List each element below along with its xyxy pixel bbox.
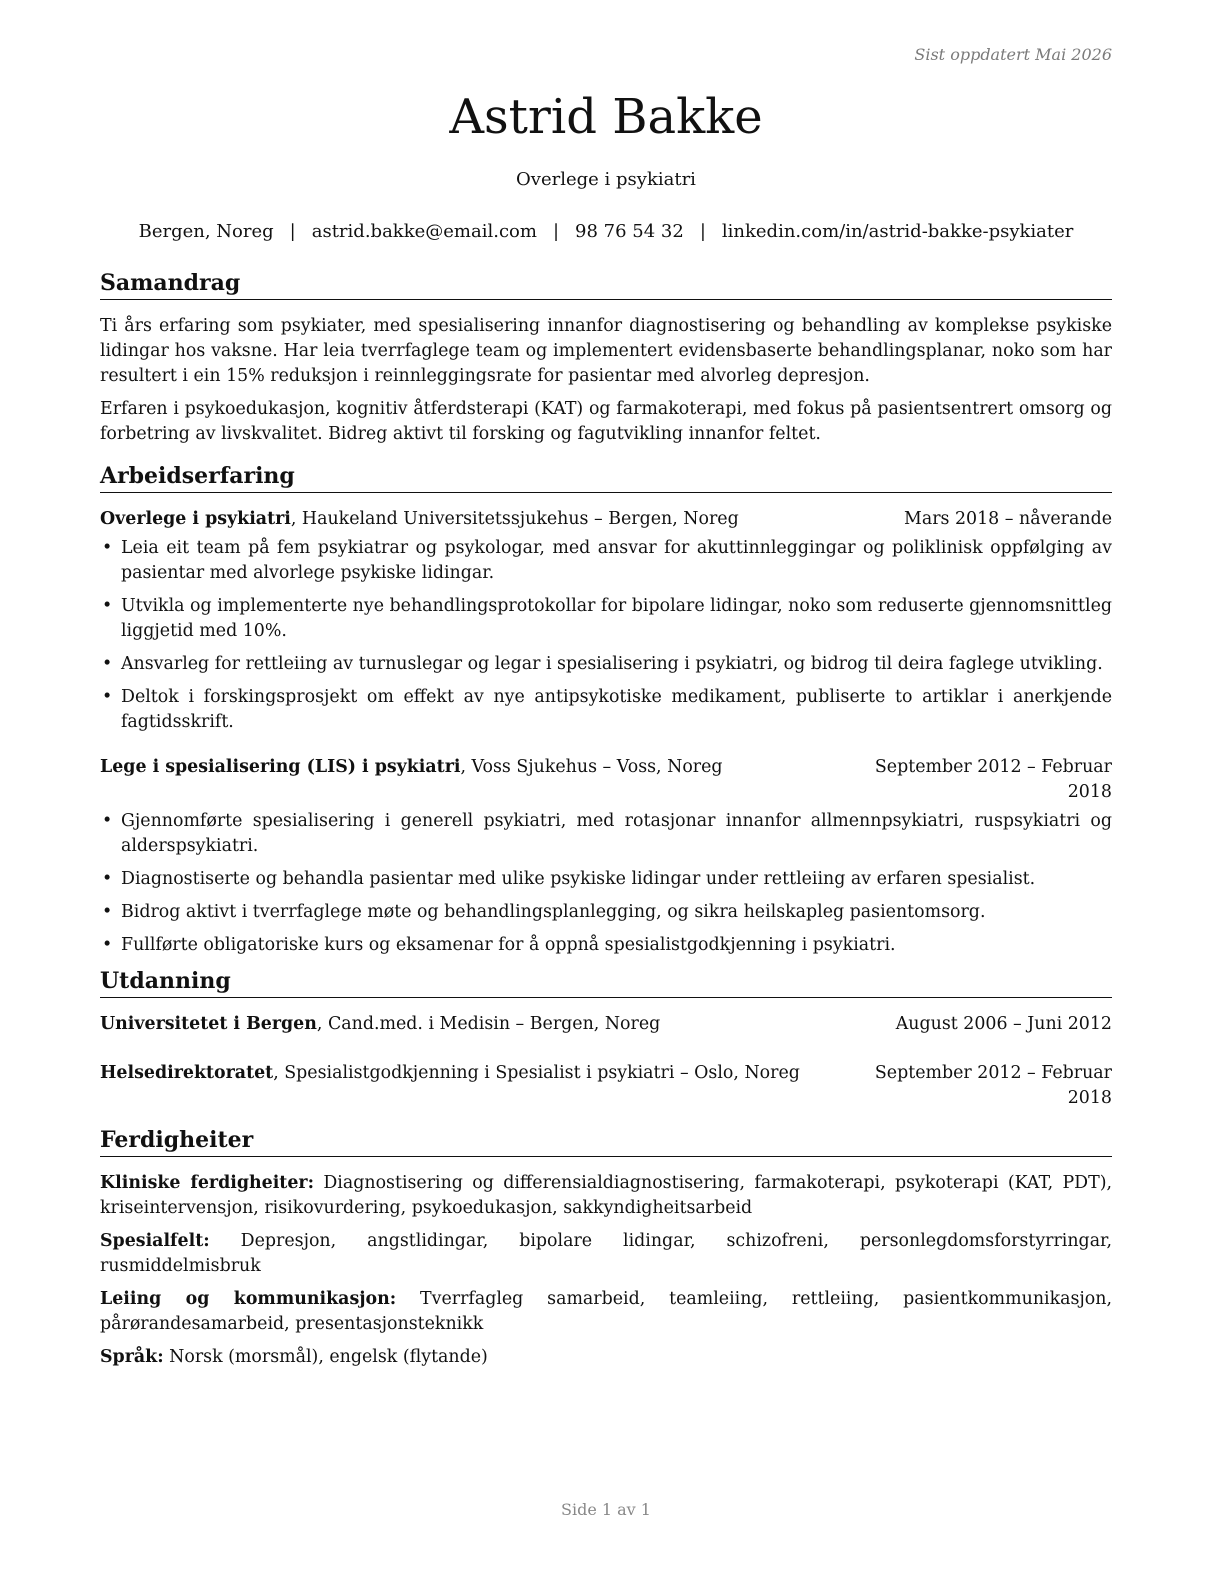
job-role: Overlege i psykiatri — [100, 509, 291, 529]
skills-section — [100, 1125, 1112, 1370]
education-institution: Helsedirektoratet — [100, 1063, 274, 1083]
skill-text: Tverrfagleg samarbeid, teamleiing, rettleiing, pasientkommunikasjon, pårørandesamarbeid, presentasjonsteknikk — [100, 1289, 1112, 1334]
section-heading-skills: Ferdigheiter — [100, 1125, 1112, 1157]
last-updated: Sist oppdatert Mai 2026 — [914, 45, 1112, 64]
skill-label: Leiing og kommunikasjon: — [100, 1289, 397, 1309]
contact-location: Bergen, Noreg — [138, 221, 274, 242]
section-heading-experience: Arbeidserfaring — [100, 461, 1112, 493]
education-entry — [100, 1061, 1112, 1111]
job-place: , Haukeland Universitetssjukehus – Bergen, Noreg — [290, 509, 739, 529]
job-title: Overlege i psykiatri — [516, 169, 696, 190]
list-item: • Diagnostiserte og behandla pasientar med ulike psykiske lidingar under rettleiing av erfaren spesialist. — [100, 867, 1112, 892]
skill-line — [100, 1287, 1112, 1337]
contact-line — [0, 220, 1212, 244]
skill-text: Norsk (morsmål), engelsk (flytande) — [169, 1347, 488, 1367]
education-institution: Universitetet i Bergen — [100, 1014, 317, 1034]
skill-line — [100, 1171, 1112, 1221]
skill-text: Depresjon, angstlidingar, bipolare lidingar, schizofreni, personlegdomsforstyrringar, rusmiddelmisbruk — [100, 1231, 1112, 1276]
contact-email[interactable]: astrid.bakke@email.com — [311, 221, 537, 242]
job-place: , Voss Sjukehus – Voss, Noreg — [460, 757, 723, 777]
education-section — [100, 966, 1112, 1111]
skill-line — [100, 1345, 1112, 1370]
person-name: Astrid Bakke — [449, 89, 763, 145]
skill-label: Kliniske ferdigheiter: — [100, 1173, 314, 1193]
education-detail: , Spesialistgodkjenning i Spesialist i psykiatri – Oslo, Noreg — [273, 1063, 800, 1083]
skill-label: Spesialfelt: — [100, 1231, 210, 1251]
summary-section — [100, 268, 1112, 447]
summary-paragraph: Ti års erfaring som psykiater, med spesialisering innanfor diagnostisering og behandling av komplekse psykiske lidingar hos vaksne. Har leia tverrfaglege team og implementert evidensbaserte behandlingsplanar, noko som har resultert i ein 15% reduksjon i reinnleggingsrate for pasientar med alvorleg depresjon. — [100, 316, 1112, 386]
resume-content — [100, 268, 1112, 1378]
contact-linkedin[interactable]: linkedin.com/in/astrid-bakke-psykiater — [721, 221, 1074, 242]
summary-paragraph: Erfaren i psykoedukasjon, kognitiv åtferdsterapi (KAT) og farmakoterapi, med fokus på pasientsentrert omsorg og forbetring av livskvalitet. Bidreg aktivt til forsking og fagutvikling innanfor feltet. — [100, 399, 1112, 444]
education-detail: , Cand.med. i Medisin – Bergen, Noreg — [316, 1014, 661, 1034]
education-dates: August 2006 – Juni 2012 — [895, 1014, 1112, 1034]
job-header — [100, 507, 1112, 532]
skill-label: Språk: — [100, 1347, 164, 1367]
list-item: • Ansvarleg for rettleiing av turnuslegar og legar i spesialisering i psykiatri, og bidrog til deira faglege utvikling. — [100, 652, 1112, 677]
contact-separator: | — [552, 221, 560, 242]
list-item: • Leia eit team på fem psykiatrar og psykologar, med ansvar for akuttinnleggingar og poliklinisk oppfølging av pasientar med alvorlege psykiske lidingar. — [100, 536, 1112, 586]
experience-section — [100, 461, 1112, 958]
section-heading-education: Utdanning — [100, 966, 1112, 998]
contact-phone: 98 76 54 32 — [575, 221, 684, 242]
job-entry — [100, 507, 1112, 735]
job-bullets — [100, 809, 1112, 958]
page-number: Side 1 av 1 — [561, 1500, 651, 1519]
list-item: • Gjennomførte spesialisering i generell psykiatri, med rotasjonar innanfor allmennpsykiatri, ruspsykiatri og alderspsykiatri. — [100, 809, 1112, 859]
skill-text: Diagnostisering og differensialdiagnostisering, farmakoterapi, psykoterapi (KAT, PDT), kriseintervensjon, risikovurdering, psykoedukasjon, sakkyndigheitsarbeid — [100, 1173, 1113, 1218]
section-heading-summary: Samandrag — [100, 268, 1112, 300]
job-bullets — [100, 536, 1112, 735]
job-header — [100, 755, 1112, 805]
job-dates: September 2012 – Februar 2018 — [874, 757, 1112, 802]
job-role: Lege i spesialisering (LIS) i psykiatri — [100, 757, 461, 777]
contact-separator: | — [699, 221, 706, 242]
education-entry — [100, 1012, 1112, 1037]
list-item: • Deltok i forskingsprosjekt om effekt av nye antipsykotiske medikament, publiserte to artiklar i anerkjende fagtidsskrift. — [100, 685, 1112, 735]
education-dates: September 2012 – Februar 2018 — [874, 1063, 1112, 1108]
job-entry — [100, 755, 1112, 958]
job-dates: Mars 2018 – nåverande — [904, 509, 1112, 529]
contact-separator: | — [289, 221, 296, 242]
skill-line — [100, 1229, 1112, 1279]
list-item: • Fullførte obligatoriske kurs og eksamenar for å oppnå spesialistgodkjenning i psykiatri. — [100, 933, 1112, 958]
list-item: • Bidrog aktivt i tverrfaglege møte og behandlingsplanlegging, og sikra heilskapleg pasientomsorg. — [100, 900, 1112, 925]
list-item: • Utvikla og implementerte nye behandlingsprotokollar for bipolare lidingar, noko som reduserte gjennomsnittleg liggjetid med 10%. — [100, 594, 1112, 644]
